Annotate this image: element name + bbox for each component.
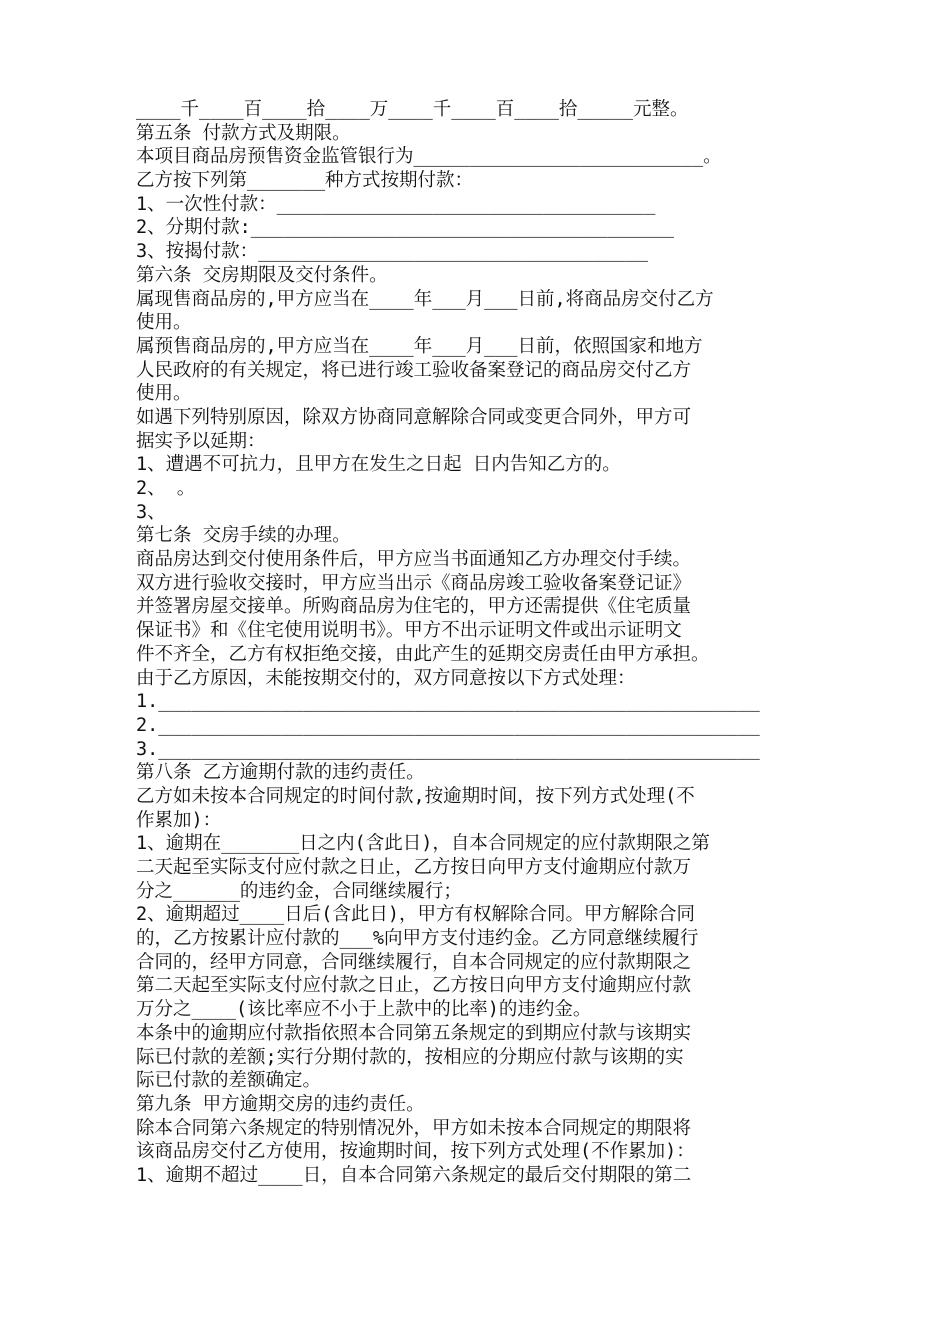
section-heading: 第八条 乙方逾期付款的违约责任。 bbox=[136, 762, 425, 784]
text-line: 件不齐全，乙方有权拒绝交接，由此产生的延期交房责任由甲方承担。 bbox=[136, 643, 710, 665]
text-line: 分之______的违约金，合同继续履行； bbox=[136, 880, 462, 902]
text-line: 1、逾期不超过____日，自本合同第六条规定的最后交付期限的第二 bbox=[136, 1164, 692, 1186]
text-line: 二天起至实际支付应付款之日止，乙方按日向甲方支付逾期应付款万 bbox=[136, 857, 692, 878]
text-line: 除本合同第六条规定的特别情况外，甲方如未按本合同规定的期限将 bbox=[136, 1117, 692, 1139]
text-line: 人民政府的有关规定，将已进行竣工验收备案登记的商品房交付乙方 bbox=[136, 359, 692, 381]
text-line: 属现售商品房的,甲方应当在____年___月___日前,将商品房交付乙方 bbox=[136, 288, 714, 310]
text-line: 该商品房交付乙方使用，按逾期时间，按下列方式处理(不作累加)： bbox=[136, 1141, 695, 1163]
text-line: 作累加)： bbox=[136, 809, 222, 831]
text-line: 双方进行验收交接时，甲方应当出示《商品房竣工验收备案登记证》 bbox=[136, 572, 692, 594]
text-line: 本项目商品房预售资金监管银行为__________________________。 bbox=[136, 146, 722, 168]
text-line: 2、逾期超过____日后(含此日)，甲方有权解除合同。甲方解除合同 bbox=[136, 904, 695, 926]
text-line: 际已付款的差额;实行分期付款的，按相应的分期应付款与该期的实 bbox=[136, 1046, 684, 1068]
text-line: 由于乙方原因，未能按期交付的，双方同意按以下方式处理： bbox=[136, 667, 636, 689]
text-line: 乙方如未按本合同规定的时间付款,按逾期时间，按下列方式处理(不 bbox=[136, 785, 695, 807]
text-line: 商品房达到交付使用条件后，甲方应当书面通知乙方办理交付手续。 bbox=[136, 549, 692, 571]
text-line: 的，乙方按累计应付款的___%向甲方支付违约金。乙方同意继续履行 bbox=[136, 928, 699, 950]
text-line: 2.______________________________________________________ bbox=[136, 714, 760, 736]
section-heading: 第九条 甲方逾期交房的违约责任。 bbox=[136, 1093, 425, 1115]
text-line: 属预售商品房的,甲方应当在____年___月___日前，依照国家和地方 bbox=[136, 335, 703, 357]
text-line: 1、逾期在_______日之内(含此日)，自本合同规定的应付款期限之第 bbox=[136, 833, 710, 855]
text-line: 据实予以延期： bbox=[136, 430, 266, 452]
text-line: 3.______________________________________________________ bbox=[136, 738, 760, 760]
text-line: 1.______________________________________________________ bbox=[136, 691, 760, 713]
text-line: 保证书》和《住宅使用说明书》。甲方不出示证明文件或出示证明文 bbox=[136, 620, 682, 642]
text-line: 使用。 bbox=[136, 383, 192, 405]
text-line: 第二天起至实际支付应付款之日止，乙方按日向甲方支付逾期应付款 bbox=[136, 975, 692, 997]
text-line: 3、 bbox=[136, 501, 166, 523]
text-line: 乙方按下列第_______种方式按期付款： bbox=[136, 170, 473, 192]
text-line: 3、按揭付款：___________________________________ bbox=[136, 241, 648, 263]
text-line: 并签署房屋交接单。所购商品房为住宅的，甲方还需提供《住宅质量 bbox=[136, 596, 692, 618]
text-line: 2、分期付款:______________________________________ bbox=[136, 217, 675, 239]
text-line: ____千____百____拾____万____千____百____拾_____元整。 bbox=[136, 99, 689, 120]
text-line: 2、 。 bbox=[136, 478, 196, 499]
text-line: 1、遭遇不可抗力，且甲方在发生之日起 日内告知乙方的。 bbox=[136, 454, 621, 476]
text-line: 1、一次性付款：__________________________________ bbox=[136, 193, 656, 215]
text-line: 使用。 bbox=[136, 312, 192, 334]
text-line: 本条中的逾期应付款指依照本合同第五条规定的到期应付款与该期实 bbox=[136, 1022, 692, 1044]
text-line: 合同的，经甲方同意，合同继续履行，自本合同规定的应付款期限之 bbox=[136, 951, 692, 973]
section-heading: 第七条 交房手续的办理。 bbox=[136, 525, 351, 547]
section-heading: 第六条 交房期限及交付条件。 bbox=[136, 264, 388, 286]
text-line: 如遇下列特别原因，除双方协商同意解除合同或变更合同外，甲方可 bbox=[136, 406, 692, 428]
contract-page bbox=[136, 98, 826, 1188]
text-line: 万分之____(该比率应不小于上款中的比率)的违约金。 bbox=[136, 999, 592, 1021]
text-line: 际已付款的差额确定。 bbox=[136, 1070, 322, 1092]
section-heading: 第五条 付款方式及期限。 bbox=[136, 122, 351, 144]
